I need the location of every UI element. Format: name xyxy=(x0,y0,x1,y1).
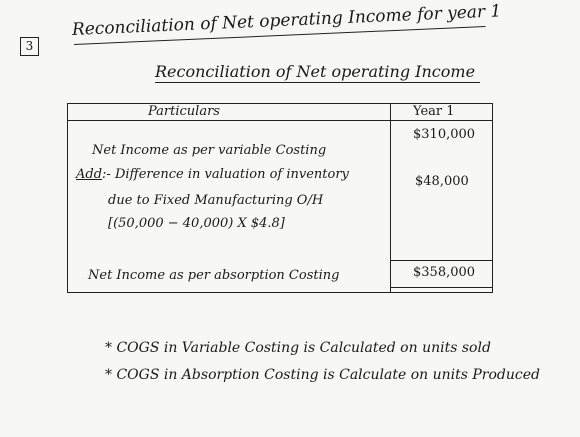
header-divider xyxy=(68,120,492,121)
header-year: Year 1 xyxy=(413,104,455,119)
subtotal-line xyxy=(390,260,492,261)
amount-difference: $48,000 xyxy=(415,174,469,189)
note-absorption-costing: * COGS in Absorption Costing is Calculate on units Produced xyxy=(105,367,540,383)
page-title: Reconciliation of Net operating Income for year 1 xyxy=(71,1,502,40)
table-title: Reconciliation of Net operating Income xyxy=(155,62,476,81)
total-line xyxy=(390,287,492,288)
amount-variable: $310,000 xyxy=(413,127,476,142)
amount-absorption: $358,000 xyxy=(413,265,476,280)
row-net-income-variable: Net Income as per variable Costing xyxy=(92,143,327,158)
header-particulars: Particulars xyxy=(148,104,220,119)
column-divider xyxy=(390,104,391,292)
row-net-income-absorption: Net Income as per absorption Costing xyxy=(88,268,340,283)
add-text: :- Difference in valuation of inventory xyxy=(102,167,349,182)
question-number-box: 3 xyxy=(20,37,39,56)
row-add-difference xyxy=(76,167,349,182)
add-label: Add xyxy=(76,167,103,182)
row-add-difference-cont: due to Fixed Manufacturing O/H xyxy=(108,193,324,208)
note-variable-costing: * COGS in Variable Costing is Calculated on units sold xyxy=(105,340,491,356)
row-formula: [(50,000 − 40,000) X $4.8] xyxy=(108,216,285,231)
table-title-underline xyxy=(155,82,480,83)
reconciliation-table xyxy=(67,103,493,293)
